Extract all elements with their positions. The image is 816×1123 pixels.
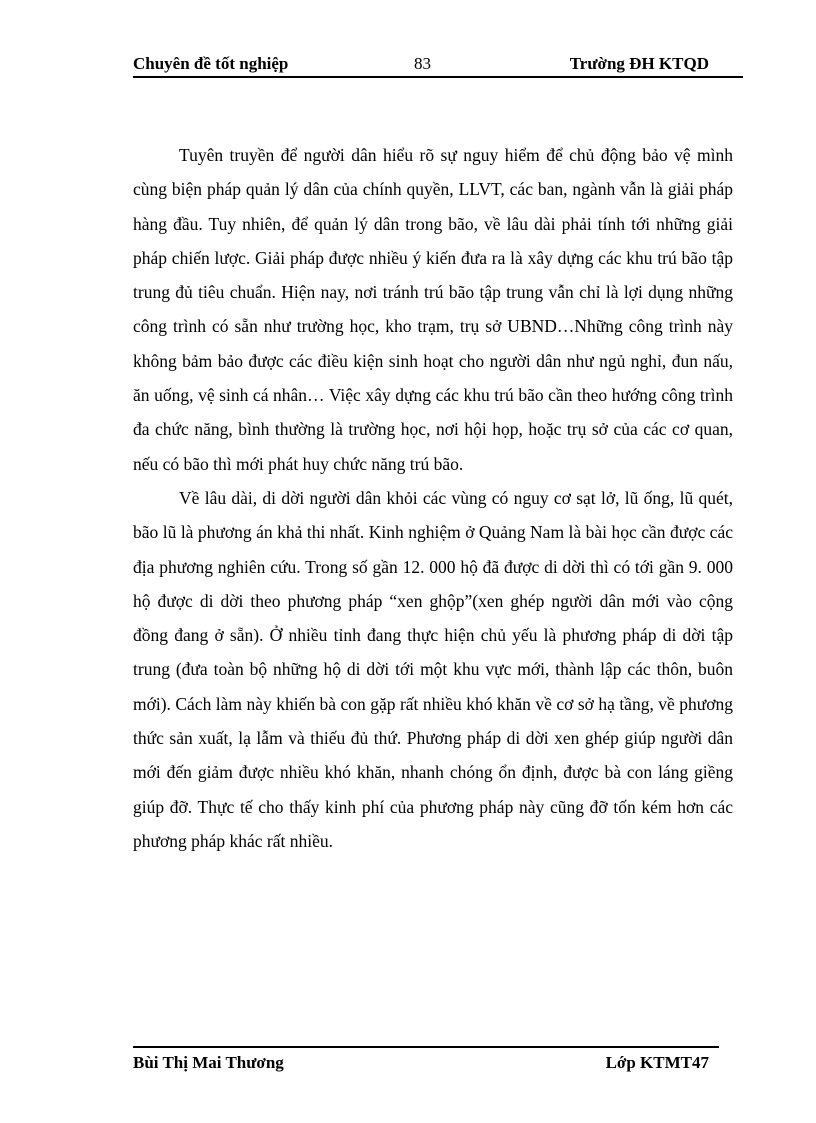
header-university: Trường ĐH KTQD [569,54,709,73]
paragraph-2: Về lâu dài, di dời người dân khỏi các vùng có nguy cơ sạt lở, lũ ống, lũ quét, bão lũ là phương án khả thi nhất. Kinh nghiệm ở Quảng Nam là bài học cần được các địa phương nghiên cứu. Trong số gần 12. 000 hộ đã được di dời thì có tới gần 9. 000 hộ được di dời theo phương pháp “xen ghộp”(xen ghép người dân mới vào cộng đồng đang ở sẵn). Ở nhiều tỉnh đang thực hiện chủ yếu là phương pháp di dời tập trung (đưa toàn bộ những hộ di dời tới một khu vực mới, thành lập các thôn, buôn mới). Cách làm này khiến bà con gặp rất nhiều khó khăn về cơ sở hạ tầng, về phương thức sản xuất, lạ lẫm và thiếu đủ thứ. Phương pháp di dời xen ghép giúp người dân mới đến giảm được nhiều khó khăn, nhanh chóng ổn định, được bà con láng giềng giúp đỡ. Thực tế cho thấy kinh phí của phương pháp này cũng đỡ tốn kém hơn các phương pháp khác rất nhiều. [133,487,733,851]
body-text [133,138,733,858]
page-footer [133,1046,719,1072]
footer-class: Lớp KTMT47 [605,1053,709,1072]
header-thesis-title: Chuyên đề tốt nghiệp [133,54,289,73]
paragraph-1: Tuyên truyền để người dân hiểu rõ sự nguy hiểm để chủ động bảo vệ mình cùng biện pháp quản lý dân của chính quyền, LLVT, các ban, ngành vẫn là giải pháp hàng đầu. Tuy nhiên, để quản lý dân trong bão, về lâu dài phải tính tới những giải pháp chiến lược. Giải pháp được nhiều ý kiến đưa ra là xây dựng các khu trú bão tập trung đủ tiêu chuẩn. Hiện nay, nơi tránh trú bão tập trung vẫn chỉ là lợi dụng những công trình có sẵn như trường học, kho trạm, trụ sở UBND…Những công trình này không bảm bảo được các điều kiện sinh hoạt cho người dân như ngủ nghỉ, đun nấu, ăn uống, vệ sinh cá nhân… Việc xây dựng các khu trú bão cần theo hướng công trình đa chức năng, bình thường là trường học, nơi hội họp, hoặc trụ sở của các cơ quan, nếu có bão thì mới phát huy chức năng trú bão. [133,145,733,474]
page-number: 83 [414,54,431,73]
page-header [133,52,743,78]
footer-author: Bùi Thị Mai Thương [133,1053,284,1072]
